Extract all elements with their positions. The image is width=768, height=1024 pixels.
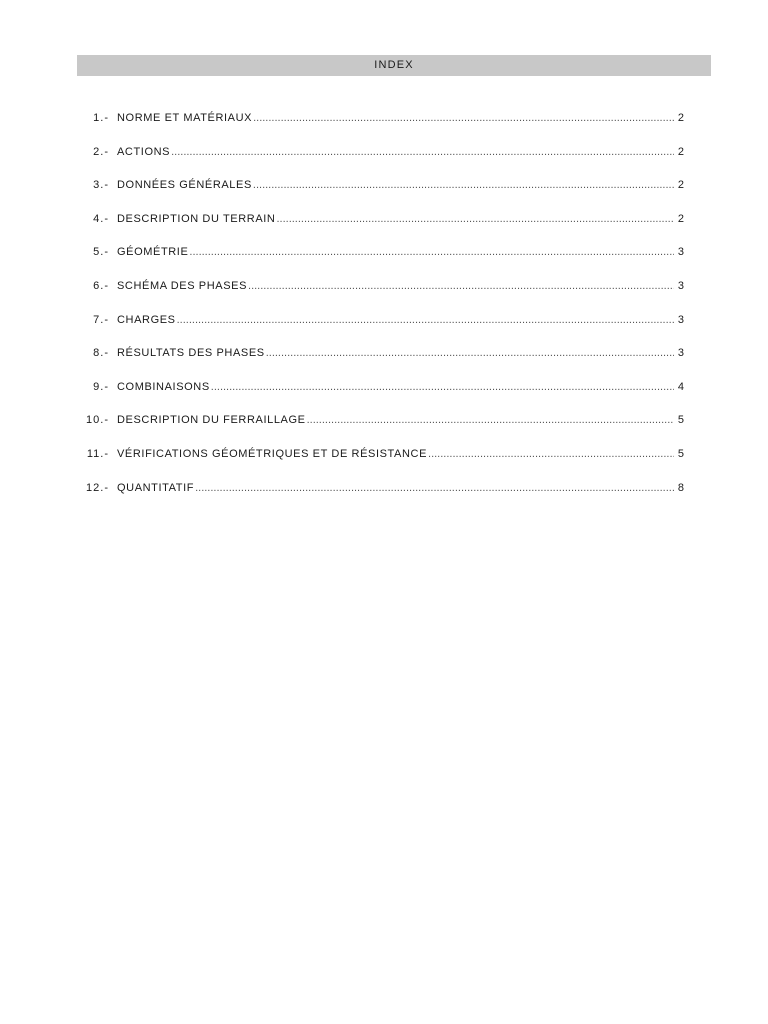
toc-entry[interactable] — [0, 410, 768, 444]
toc-entry-page: 8 — [677, 481, 684, 494]
toc-entry-number: 11.- — [86, 447, 109, 460]
toc-entry-title: SCHÉMA DES PHASES — [117, 279, 248, 292]
toc-entry[interactable] — [0, 142, 768, 176]
toc-entry-page: 2 — [677, 112, 684, 124]
toc-entry-title: GÉOMÉTRIE — [117, 246, 189, 259]
toc-entry-title: QUANTITATIF — [117, 481, 195, 494]
toc-dot-leader — [211, 377, 674, 397]
toc-entry-page: 5 — [677, 447, 684, 460]
toc-entry-page: 4 — [677, 380, 684, 393]
toc-entry-title: ACTIONS — [117, 145, 171, 158]
index-title: INDEX — [374, 59, 414, 71]
toc-entry[interactable] — [0, 310, 768, 344]
toc-entry-title: DESCRIPTION DU TERRAIN — [117, 212, 276, 225]
toc-entry-page: 5 — [677, 414, 684, 427]
toc-entry[interactable] — [0, 444, 768, 478]
toc-entry-number: 6.- — [93, 279, 109, 292]
toc-entry-number: 5.- — [93, 246, 109, 259]
toc-entry[interactable] — [0, 175, 768, 209]
toc-dot-leader — [276, 209, 674, 229]
toc-entry-number: 2.- — [93, 145, 109, 158]
toc-dot-leader — [266, 343, 674, 363]
toc-entry-page: 3 — [677, 246, 684, 259]
toc-entry[interactable] — [0, 377, 768, 411]
toc-entry-number: 3.- — [93, 179, 109, 192]
toc-entry-title: VÉRIFICATIONS GÉOMÉTRIQUES ET DE RÉSISTANCE — [117, 447, 428, 460]
toc-entry-title: COMBINAISONS — [117, 380, 210, 393]
toc-entry[interactable] — [0, 209, 768, 243]
toc-entry[interactable] — [0, 343, 768, 377]
toc-entry[interactable] — [0, 242, 768, 276]
toc-entry-title: NORME ET MATÉRIAUX — [117, 112, 253, 124]
toc-dot-leader — [307, 410, 674, 430]
toc-entry-number: 10.- — [86, 414, 109, 427]
toc-entry-title: DONNÉES GÉNÉRALES — [117, 179, 252, 192]
toc-entry-number: 8.- — [93, 347, 109, 360]
toc-entry-page: 3 — [677, 279, 684, 292]
toc-entry-title: DESCRIPTION DU FERRAILLAGE — [117, 414, 306, 427]
toc-entry[interactable] — [0, 276, 768, 310]
toc-entry-page: 2 — [677, 212, 684, 225]
toc-dot-leader — [189, 242, 674, 262]
toc-entry-number: 1.- — [93, 112, 109, 124]
toc-entry-number: 7.- — [93, 313, 109, 326]
toc-entry-number: 9.- — [93, 380, 109, 393]
toc-entry-page: 2 — [677, 179, 684, 192]
toc-dot-leader — [177, 310, 674, 330]
toc-entry-title: CHARGES — [117, 313, 176, 326]
toc-dot-leader — [171, 142, 674, 162]
toc-dot-leader — [253, 108, 674, 128]
toc-entry-title: RÉSULTATS DES PHASES — [117, 347, 265, 360]
toc-dot-leader — [428, 444, 674, 464]
toc-entry-page: 3 — [677, 313, 684, 326]
toc-entry[interactable] — [0, 108, 768, 142]
toc-dot-leader — [195, 478, 674, 498]
toc-dot-leader — [248, 276, 674, 296]
toc-entry-number: 4.- — [93, 212, 109, 225]
table-of-contents — [0, 108, 768, 511]
toc-entry-page: 3 — [677, 347, 684, 360]
toc-entry-page: 2 — [677, 145, 684, 158]
toc-dot-leader — [253, 175, 674, 195]
index-header — [77, 55, 711, 76]
toc-entry-number: 12.- — [86, 481, 109, 494]
toc-entry[interactable] — [0, 478, 768, 512]
